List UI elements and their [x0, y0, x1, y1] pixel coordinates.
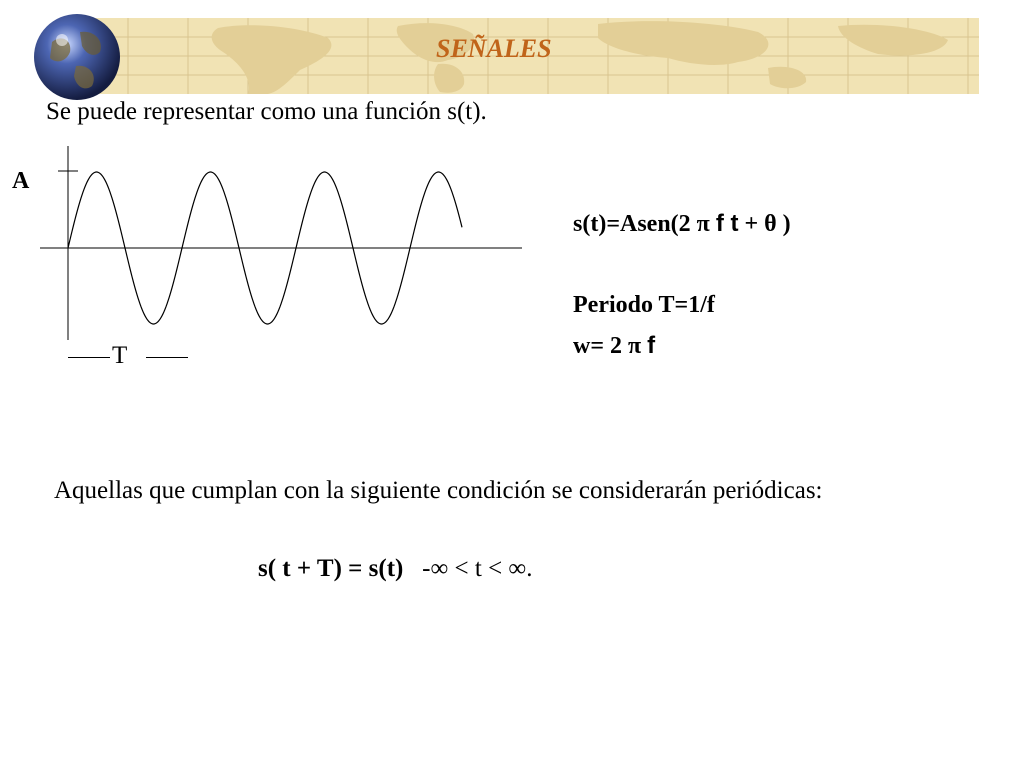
period-marker-right: [146, 357, 188, 358]
period-label: T: [112, 342, 128, 369]
slide-title: SEÑALES: [436, 34, 552, 63]
globe-icon: [32, 12, 122, 102]
signal-formula-ft: f t: [715, 210, 739, 237]
condition-range: -∞ < t < ∞.: [422, 555, 533, 582]
condition-equation: s( t + T) = s(t): [258, 555, 404, 582]
omega-formula: [573, 332, 655, 360]
periodicity-condition: [258, 555, 533, 583]
omega-formula-prefix: w= 2 π: [573, 333, 648, 359]
intro-text: Se puede representar como una función s(t).: [46, 98, 487, 125]
amplitude-label: A: [12, 168, 30, 194]
signal-formula-suffix: + θ ): [738, 211, 791, 237]
signal-formula: [573, 210, 791, 238]
period-marker-left: [68, 357, 110, 358]
omega-formula-f: f: [647, 332, 656, 359]
signal-formula-prefix: s(t)=Asen(2 π: [573, 211, 716, 237]
periodicity-paragraph: Aquellas que cumplan con la siguiente condición se considerarán periódicas:: [54, 477, 823, 504]
period-formula: Periodo T=1/f: [573, 292, 715, 318]
sine-wave-graph: [0, 140, 540, 360]
